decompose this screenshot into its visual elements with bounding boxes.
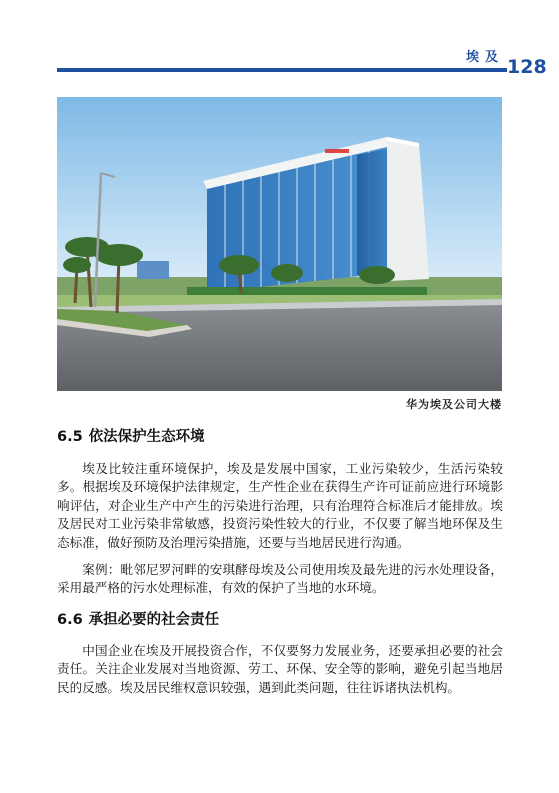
building-photo — [57, 97, 502, 391]
section-number: 6.6 — [57, 612, 83, 628]
header-divider — [57, 68, 507, 72]
paragraph: 中国企业在埃及开展投资合作，不仅要努力发展业务，还要承担必要的社会责任。关注企业发展对当地资源、劳工、环保、安全等的影响，避免引起当地居民的反感。埃及居民维权意识较强，遇到此类问题，往往诉诸执法机构。 — [57, 643, 503, 695]
section-number: 6.5 — [57, 429, 83, 445]
paragraph: 埃及比较注重环境保护，埃及是发展中国家，工业污染较少，生活污染较多。根据埃及环境保护法律规定，生产性企业在获得生产许可证前应进行环境影响评估，对企业生产中产生的污染进行治理，只有治理符合标准后才能排放。埃及居民对工业污染非常敏感，投资污染性较大的行业，不仅要了解当地环保及生态标准，做好预防及治理污染措施，还要与当地居民进行沟通。 — [57, 461, 503, 550]
header-country: 埃及 — [466, 50, 505, 65]
page-number: 128 — [507, 56, 547, 78]
paragraph-case: 案例：毗邻尼罗河畔的安琪酵母埃及公司使用埃及最先进的污水处理设备，采用最严格的污水处理标准，有效的保护了当地的水环境。 — [57, 562, 503, 596]
section-heading: 依法保护生态环境 — [88, 429, 205, 445]
section-heading: 承担必要的社会责任 — [88, 612, 220, 628]
figure-caption: 华为埃及公司大楼 — [406, 398, 502, 411]
section-title-6-6 — [57, 608, 219, 629]
section-title-6-5 — [57, 425, 205, 446]
